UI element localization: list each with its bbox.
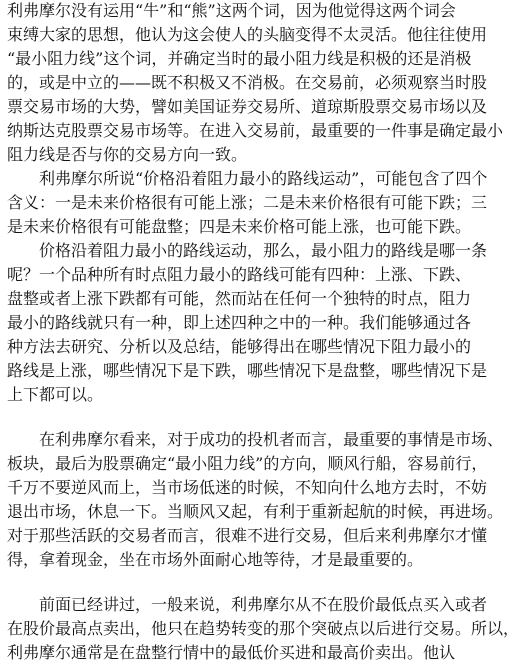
text-line: 种方法去研究、分析以及总结，能够得出在哪些情况下阻力最小的 bbox=[7, 337, 472, 356]
text-line: 纳斯达克股票交易市场等。在进入交易前，最重要的一件事是确定最小 bbox=[7, 121, 504, 140]
text-line: 退出市场，休息一下。当顺风又起，有利于重新起航的时候，再进场。 bbox=[7, 502, 504, 521]
text-line: 利弗摩尔没有运用“牛”和“熊”这两个词，因为他觉得这两个词会 bbox=[7, 1, 456, 20]
text-line: 得，拿着现金，坐在市场外面耐心地等待，才是最重要的。 bbox=[7, 550, 424, 569]
text-line: 盘整或者上涨下跌都有可能，然而站在任何一个独特的时点，阻力 bbox=[7, 289, 472, 308]
text-line: 在股价最高点卖出，他只在趋势转变的那个突破点以后进行交易。所以， bbox=[7, 619, 519, 638]
text-line: 票交易市场的大势，譬如美国证券交易所、道琼斯股票交易市场以及 bbox=[7, 97, 488, 116]
text-line: 路线是上涨，哪些情况下是下跌，哪些情况下是盘整，哪些情况下是 bbox=[7, 361, 488, 380]
text-line: 束缚大家的思想，他认为这会使人的头脑变得不太灵活。他往往使用 bbox=[7, 25, 488, 44]
text-line: 利弗摩尔所说“价格沿着阻力最小的路线运动”，可能包含了四个 bbox=[39, 169, 488, 188]
text-line: 前面已经讲过，一般来说，利弗摩尔从不在股价最低点买入或者 bbox=[39, 595, 488, 614]
text-line: “最小阻力线”这个词，并确定当时的最小阻力线是积极的还是消极 bbox=[7, 49, 472, 68]
text-line: 利弗摩尔通常是在盘整行情中的最低价买进和最高价卖出。他认 bbox=[7, 643, 456, 662]
text-line: 含义：一是未来价格很有可能上涨；二是未来价格很有可能下跌；三 bbox=[7, 193, 488, 212]
text-line: 呢？一个品种所有时点阻力最小的路线可能有四种：上涨、下跌、 bbox=[7, 265, 472, 284]
text-line: 对于那些活跃的交易者而言，很难不进行交易，但后来利弗摩尔才懂 bbox=[7, 526, 488, 545]
text-line: 上下都可以。 bbox=[7, 385, 104, 404]
text-line: 在利弗摩尔看来，对于成功的投机者而言，最重要的事情是市场、 bbox=[39, 430, 504, 449]
text-line: 千万不要逆风而上，当市场低迷的时候，不知向什么地方去时，不妨 bbox=[7, 478, 488, 497]
text-line: 阻力线是否与你的交易方向一致。 bbox=[7, 145, 248, 164]
text-line: 板块，最后为股票确定“最小阻力线”的方向，顺风行船，容易前行， bbox=[7, 454, 488, 473]
text-line: 最小的路线就只有一种，即上述四种之中的一种。我们能够通过各 bbox=[7, 313, 472, 332]
text-line: 价格沿着阻力最小的路线运动，那么，最小阻力的路线是哪一条 bbox=[39, 241, 488, 260]
text-line: 是未来价格很有可能盘整；四是未来价格可能上涨，也可能下跌。 bbox=[7, 217, 472, 236]
text-line: 的，或是中立的——既不积极又不消极。在交易前，必须观察当时股 bbox=[7, 73, 488, 92]
